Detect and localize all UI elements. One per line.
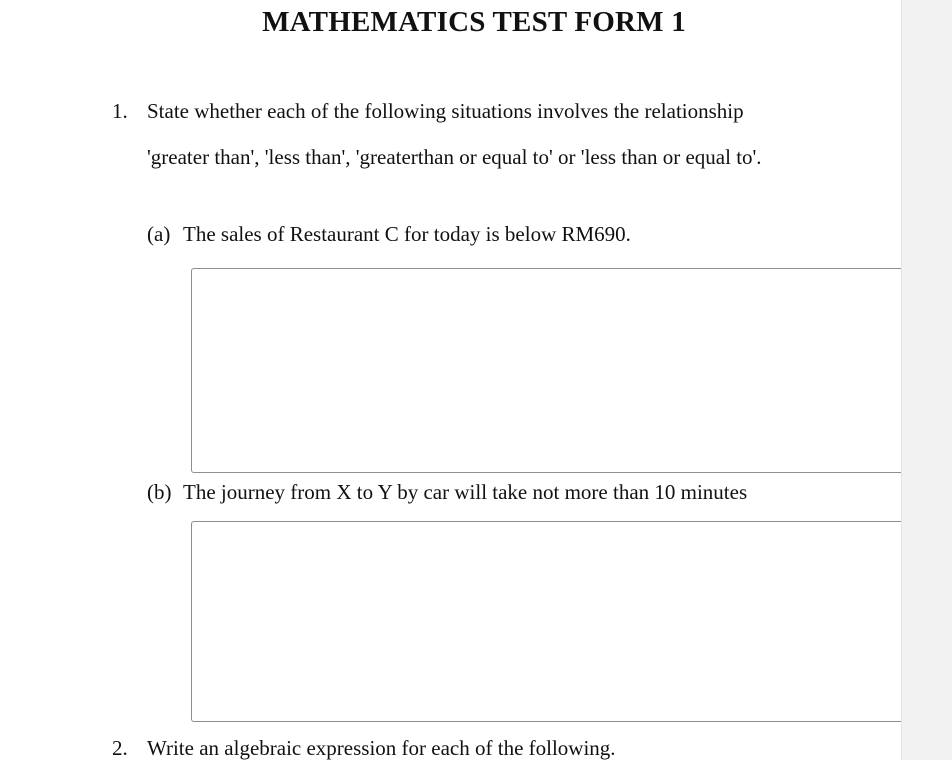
answer-box-1b[interactable] <box>191 521 903 722</box>
question-1a-text: The sales of Restaurant C for today is below RM690. <box>183 222 631 246</box>
question-2-number: 2. <box>112 736 128 760</box>
question-2-text-line1: Write an algebraic expression for each of the following. <box>147 736 616 760</box>
question-1-text-line1: State whether each of the following situations involves the relationship <box>147 99 744 123</box>
question-1-number: 1. <box>112 99 128 123</box>
question-1a-label: (a) <box>147 222 171 246</box>
question-1b-text: The journey from X to Y by car will take not more than 10 minutes <box>183 480 748 504</box>
document-title: MATHEMATICS TEST FORM 1 <box>262 6 686 38</box>
question-1b-label: (b) <box>147 480 172 504</box>
question-1-text-line2: 'greater than', 'less than', 'greaterthan or equal to' or 'less than or equal to'. <box>147 145 762 169</box>
page-gutter <box>901 0 952 760</box>
answer-box-1a[interactable] <box>191 268 903 473</box>
